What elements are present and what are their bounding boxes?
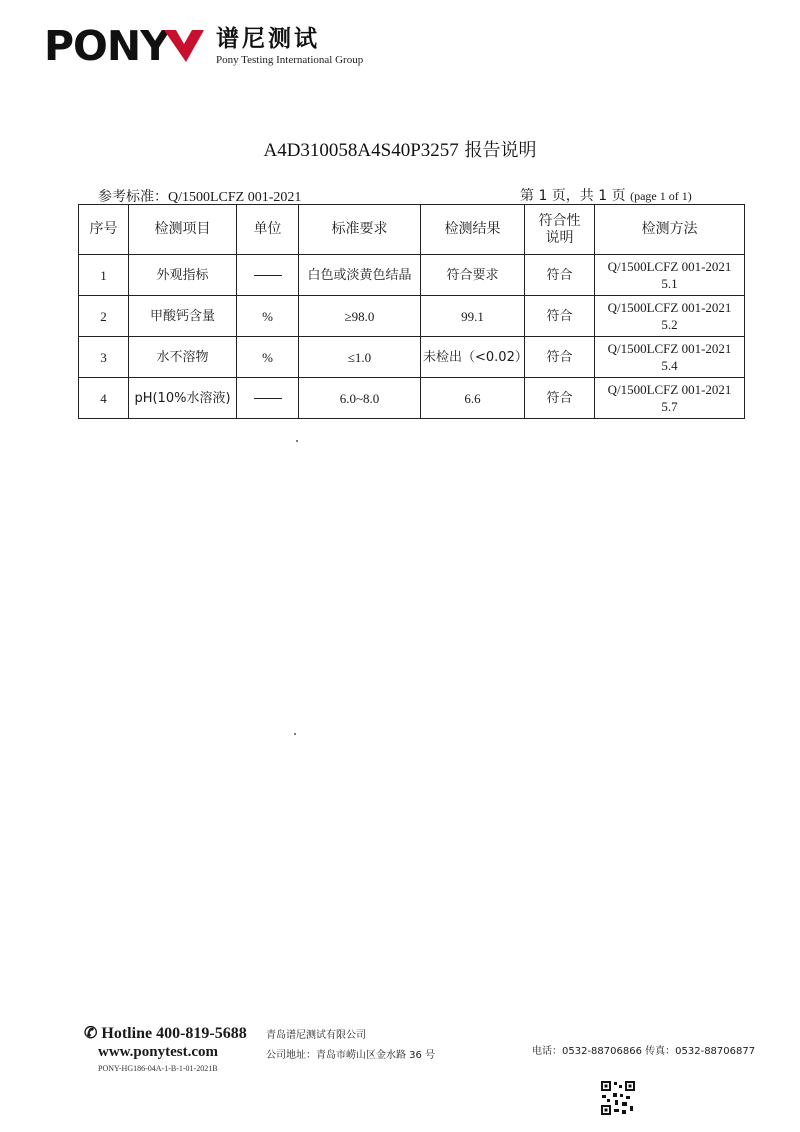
stray-dot bbox=[294, 733, 296, 735]
header-unit: 单位 bbox=[237, 205, 299, 255]
cell-method bbox=[595, 337, 745, 378]
unit-dash bbox=[254, 398, 282, 399]
footer-company-name: 青岛谱尼测试有限公司 bbox=[266, 1030, 366, 1041]
logo-wordmark: PONY bbox=[44, 22, 169, 70]
hotline-text: Hotline 400-819-5688 bbox=[101, 1025, 247, 1042]
footer-hotline bbox=[84, 1023, 247, 1043]
method-standard: Q/1500LCFZ 001-2021 bbox=[607, 300, 732, 315]
company-logo bbox=[44, 22, 384, 72]
results-table bbox=[78, 204, 745, 419]
cell-result: 6.6 bbox=[421, 378, 525, 419]
page-title bbox=[0, 136, 800, 162]
method-clause: 5.2 bbox=[661, 317, 678, 332]
phone-circle-icon: ✆ bbox=[84, 1025, 98, 1042]
header-conformity bbox=[525, 205, 595, 255]
cell-method bbox=[595, 296, 745, 337]
cell-result: 99.1 bbox=[421, 296, 525, 337]
method-standard: Q/1500LCFZ 001-2021 bbox=[607, 259, 732, 274]
page-indicator-en: (page 1 of 1) bbox=[630, 189, 692, 203]
cell-method bbox=[595, 255, 745, 296]
unit-dash bbox=[254, 275, 282, 276]
cell-result: 符合要求 bbox=[421, 255, 525, 296]
qr-code-icon bbox=[600, 1080, 636, 1116]
header-conformity-line1: 符合性 bbox=[538, 212, 581, 229]
cell-no: 1 bbox=[79, 255, 129, 296]
logo-english-name: Pony Testing International Group bbox=[216, 54, 364, 66]
table-row bbox=[79, 296, 745, 337]
cell-requirement: ≥98.0 bbox=[299, 296, 421, 337]
header-result: 检测结果 bbox=[421, 205, 525, 255]
cell-conformity: 符合 bbox=[525, 255, 595, 296]
reference-standard bbox=[98, 186, 301, 206]
table-row bbox=[79, 378, 745, 419]
standard-value: Q/1500LCFZ 001-2021 bbox=[168, 190, 302, 205]
cell-no: 4 bbox=[79, 378, 129, 419]
cell-conformity: 符合 bbox=[525, 337, 595, 378]
standard-label: 参考标准： bbox=[98, 189, 168, 205]
header-requirement: 标准要求 bbox=[299, 205, 421, 255]
method-standard: Q/1500LCFZ 001-2021 bbox=[607, 341, 732, 356]
cell-unit: % bbox=[237, 337, 299, 378]
cell-item: 水不溶物 bbox=[129, 337, 237, 378]
cell-conformity: 符合 bbox=[525, 378, 595, 419]
cell-unit bbox=[237, 255, 299, 296]
cell-requirement: ≤1.0 bbox=[299, 337, 421, 378]
footer-website: www.ponytest.com bbox=[98, 1044, 218, 1060]
table-row bbox=[79, 337, 745, 378]
header-conformity-line2: 说明 bbox=[545, 229, 574, 246]
cell-item: pH(10%水溶液) bbox=[129, 378, 237, 419]
report-title-label: 报告说明 bbox=[464, 140, 537, 161]
cell-item: 甲酸钙含量 bbox=[129, 296, 237, 337]
table-row bbox=[79, 255, 745, 296]
logo-triangle-icon bbox=[162, 28, 206, 64]
method-clause: 5.7 bbox=[661, 399, 678, 414]
page-indicator-cn: 第 1 页，共 1 页 bbox=[520, 188, 626, 204]
method-clause: 5.1 bbox=[661, 276, 678, 291]
cell-conformity: 符合 bbox=[525, 296, 595, 337]
cell-unit bbox=[237, 378, 299, 419]
header-no: 序号 bbox=[79, 205, 129, 255]
cell-result: 未检出（<0.02） bbox=[421, 337, 525, 378]
report-code: A4D310058A4S40P3257 bbox=[263, 140, 459, 161]
cell-no: 2 bbox=[79, 296, 129, 337]
stray-dot bbox=[296, 440, 298, 442]
method-standard: Q/1500LCFZ 001-2021 bbox=[607, 382, 732, 397]
header-method: 检测方法 bbox=[595, 205, 745, 255]
footer-address: 公司地址：青岛市崂山区金水路 36 号 bbox=[266, 1050, 436, 1061]
cell-no: 3 bbox=[79, 337, 129, 378]
cell-method bbox=[595, 378, 745, 419]
footer-phone-fax: 电话：0532-88706866 传真：0532-88706877 bbox=[532, 1046, 756, 1057]
cell-item: 外观指标 bbox=[129, 255, 237, 296]
logo-chinese-name: 谱尼测试 bbox=[216, 26, 320, 52]
page-indicator bbox=[520, 185, 692, 205]
footer-doc-code: PONY-HG186-04A-1-B-1-01-2021B bbox=[98, 1064, 218, 1073]
cell-requirement: 6.0~8.0 bbox=[299, 378, 421, 419]
method-clause: 5.4 bbox=[661, 358, 678, 373]
table-header-row bbox=[79, 205, 745, 255]
cell-requirement: 白色或淡黄色结晶 bbox=[299, 255, 421, 296]
header-item: 检测项目 bbox=[129, 205, 237, 255]
cell-unit: % bbox=[237, 296, 299, 337]
